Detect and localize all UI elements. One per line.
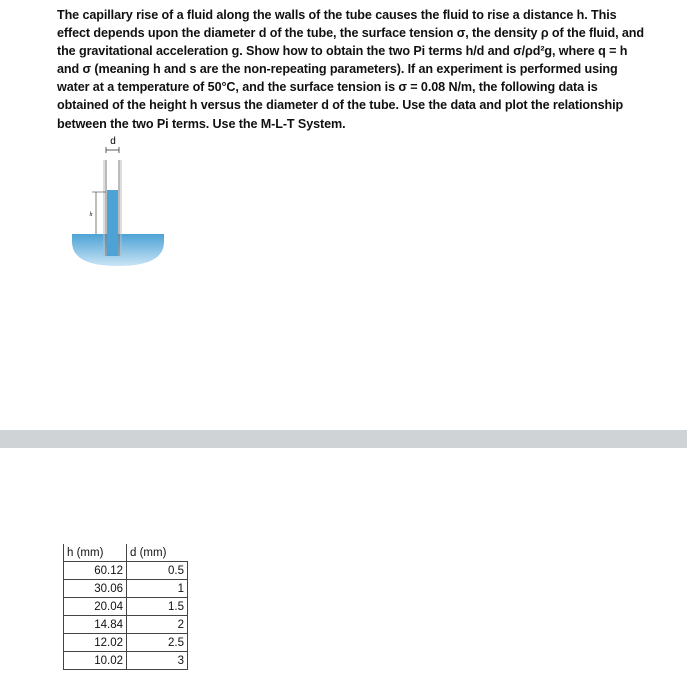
- h-value: 14.84: [64, 616, 127, 634]
- d-value: 1: [127, 580, 188, 598]
- d-value: 1.5: [127, 598, 188, 616]
- d-value: 0.5: [127, 562, 188, 580]
- capillary-diagram: [60, 132, 170, 268]
- h-value: 12.02: [64, 634, 127, 652]
- data-table: [63, 544, 188, 670]
- h-label: h: [89, 212, 93, 218]
- problem-text: The capillary rise of a fluid along the walls of the tube causes the fluid to rise a distance h. This effect depends upon the diameter d of the tube, the surface tension σ, the density ρ of the fluid, and the gravitational acceleration g. Show how to obtain the two Pi terms h/d and σ/ρd²g, where q = h and σ (meaning h and s are the non-repeating parameters). If an experiment is performed using water at a temperature of 50°C, and the surface tension is σ = 0.08 N/m, the following data is obtained of the height h versus the diameter d of the tube. Use the data and plot the relationship between the two Pi terms. Use the M-L-T System.: [57, 8, 644, 131]
- section-divider: [0, 430, 687, 448]
- d-value: 2: [127, 616, 188, 634]
- d-value: 3: [127, 652, 188, 670]
- table-row: [64, 562, 188, 580]
- d-column-header: d (mm): [127, 544, 188, 562]
- h-value: 30.06: [64, 580, 127, 598]
- table-row: [64, 616, 188, 634]
- table-row: [64, 634, 188, 652]
- problem-statement: [57, 6, 647, 133]
- d-label: d: [110, 136, 116, 147]
- tube-water-column: [107, 190, 118, 256]
- table-row: [64, 580, 188, 598]
- h-column-header: h (mm): [64, 544, 127, 562]
- h-value: 20.04: [64, 598, 127, 616]
- table-row: [64, 598, 188, 616]
- h-value: 10.02: [64, 652, 127, 670]
- table-header-row: [64, 544, 188, 562]
- h-value: 60.12: [64, 562, 127, 580]
- d-value: 2.5: [127, 634, 188, 652]
- table-row: [64, 652, 188, 670]
- capillary-tube-figure: [60, 132, 170, 268]
